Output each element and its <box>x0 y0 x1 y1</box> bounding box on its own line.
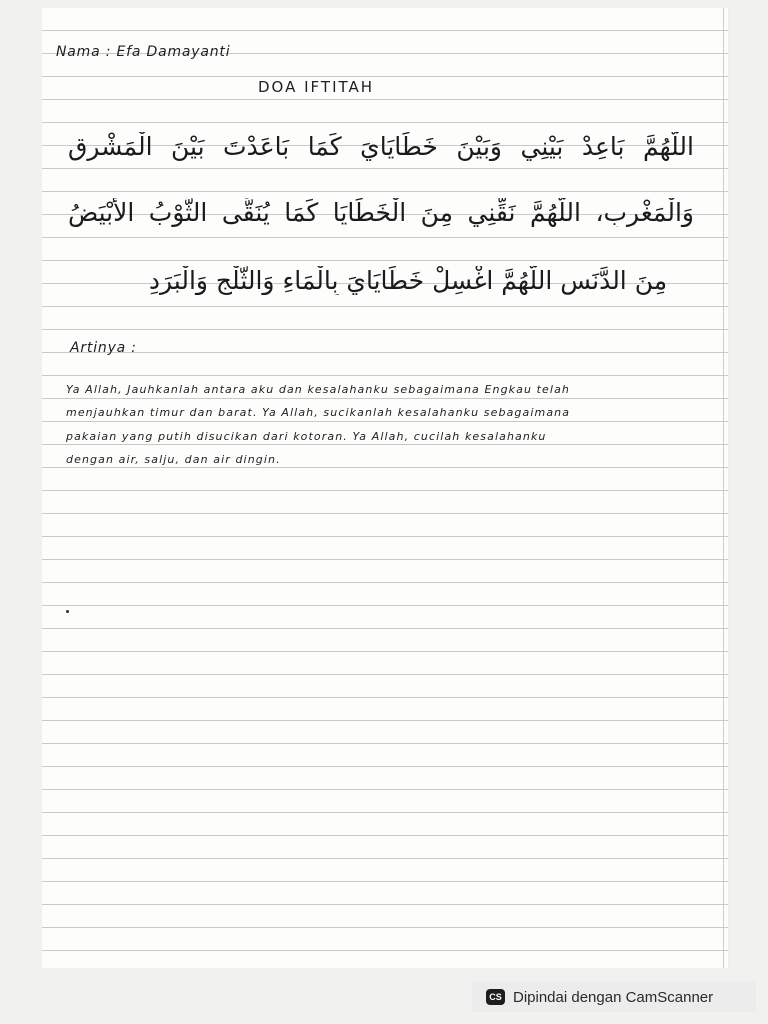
arabic-prayer-line-3: مِنَ الدَّنَسِ اللَّهُمَّ اغْسِلْ خَطَايَايَ بِالْمَاءِ وَالثَّلْجِ وَالْبَرَدِ <box>148 266 668 295</box>
translation-line-3: pakaian yang putih disucikan dari kotoran. Ya Allah, cucilah kesalahanku <box>66 430 547 443</box>
arabic-prayer-line-1: اللَّهُمَّ بَاعِدْ بَيْنِي وَبَيْنَ خَطَايَايَ كَمَا بَاعَدْتَ بَيْنَ الْمَشْرِقِ <box>68 132 694 161</box>
watermark-text: Dipindai dengan CamScanner <box>513 988 714 1006</box>
translation-line-1: Ya Allah, Jauhkanlah antara aku dan kesalahanku sebagaimana Engkau telah <box>66 383 570 396</box>
translation-heading: Artinya : <box>70 340 137 356</box>
camscanner-logo-icon: CS <box>486 989 505 1005</box>
ink-dot <box>66 610 69 613</box>
camscanner-watermark <box>472 982 756 1012</box>
arabic-prayer-line-2: وَالْمَغْرِبِ، اللَّهُمَّ نَقِّنِي مِنَ الْخَطَايَا كَمَا يُنَقَّى الثَّوْبُ الأَبْيَضُ <box>68 198 694 227</box>
student-name: Nama : Efa Damayanti <box>56 44 231 60</box>
translation-line-4: dengan air, salju, dan air dingin. <box>66 453 281 466</box>
page-title: DOA IFTITAH <box>258 78 375 96</box>
translation-line-2: menjauhkan timur dan barat. Ya Allah, sucikanlah kesalahanku sebagaimana <box>66 406 571 419</box>
